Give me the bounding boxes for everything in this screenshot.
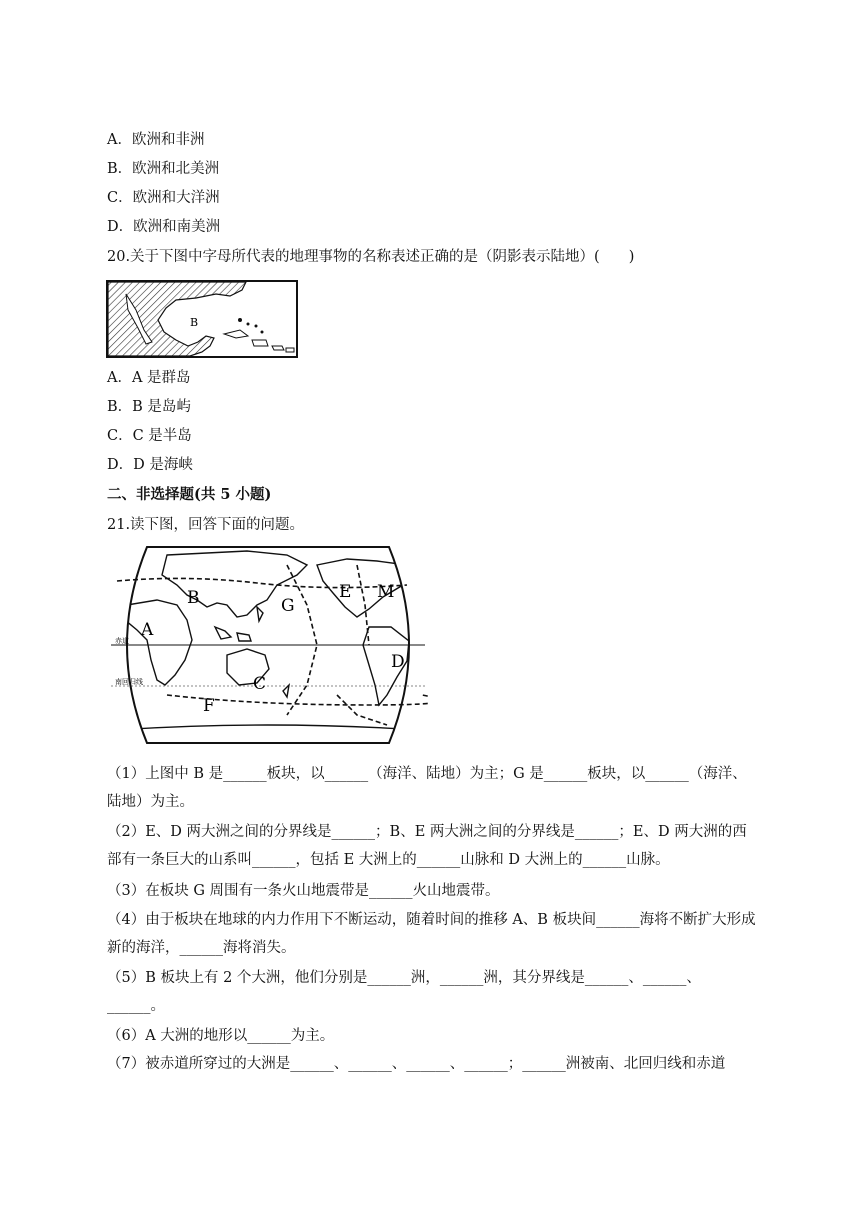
map-label-d: D bbox=[391, 652, 405, 672]
map-label-c: C bbox=[253, 674, 267, 694]
map-label-e: E bbox=[339, 582, 352, 602]
q21-sub6: （6）A 大洲的地形以______为主。 bbox=[107, 1028, 335, 1044]
q20-option-a: A．A 是群岛 bbox=[107, 370, 191, 386]
q21-world-map-figure bbox=[107, 545, 429, 745]
q21-sub2: （2）E、D 两大洲之间的分界线是______；B、E 两大洲之间的分界线是______；E、D 两大洲的西部有一条巨大的山系叫______，包括 E 大洲上的______山脉和 D 大洲上的______山脉。 bbox=[107, 824, 747, 868]
q21-sub7: （7）被赤道所穿过的大洲是______、______、______、______；______洲被南、北回归线和赤道 bbox=[107, 1056, 726, 1072]
q19-option-b: B．欧洲和北美洲 bbox=[107, 161, 220, 177]
section-2-title: 二、非选择题(共 5 小题) bbox=[107, 486, 272, 503]
q21-sub4: （4）由于板块在地球的内力作用下不断运动，随着时间的推移 A、B 板块间______海将不断扩大形成新的海洋，______海将消失。 bbox=[107, 912, 756, 956]
map-label-g: G bbox=[281, 596, 295, 616]
q20-option-c: C．C 是半岛 bbox=[107, 428, 192, 444]
q20-map-figure bbox=[106, 280, 298, 358]
q19-option-a: A．欧洲和非洲 bbox=[107, 132, 205, 148]
q21-stem: 21.读下图，回答下面的问题。 bbox=[107, 517, 305, 533]
map-small-label-equator: 赤道 bbox=[115, 637, 129, 645]
q21-sub5: （5）B 板块上有 2 个大洲，他们分别是______洲，______洲，其分界线是______、______、______。 bbox=[107, 970, 701, 1014]
q19-option-c: C．欧洲和大洋洲 bbox=[107, 190, 220, 206]
map-label-f: F bbox=[203, 696, 215, 716]
q19-option-d: D．欧洲和南美洲 bbox=[107, 219, 221, 235]
q21-sub3: （3）在板块 G 周围有一条火山地震带是______火山地震带。 bbox=[107, 883, 500, 899]
q20-map-label-b: B bbox=[190, 316, 199, 329]
map-label-a: A bbox=[141, 620, 154, 640]
q20-stem: 20.关于下图中字母所代表的地理事物的名称表述正确的是（阴影表示陆地）( ) bbox=[107, 249, 635, 265]
map-label-m: M bbox=[377, 582, 395, 602]
q21-sub1: （1）上图中 B 是______板块，以______（海洋、陆地）为主；G 是______板块，以______（海洋、陆地）为主。 bbox=[107, 766, 747, 810]
map-label-b: B bbox=[187, 588, 200, 608]
map-small-label-tropic-south: 南回归线 bbox=[115, 678, 143, 686]
q20-option-b: B．B 是岛屿 bbox=[107, 399, 191, 415]
q20-option-d: D．D 是海峡 bbox=[107, 457, 193, 473]
